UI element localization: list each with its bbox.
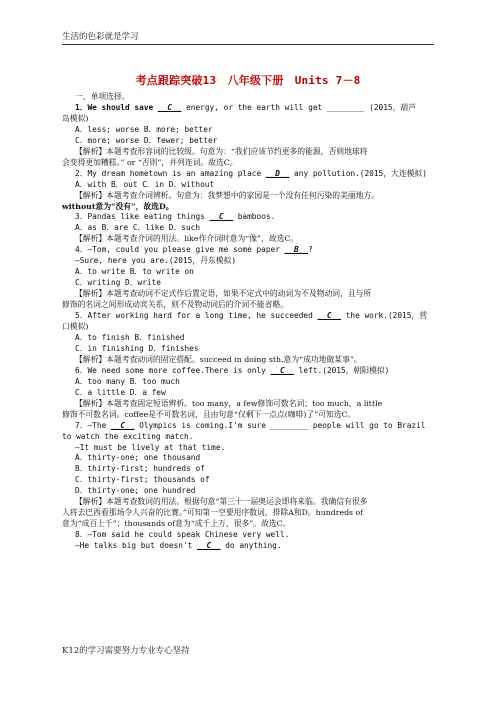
question-1-suffix: energy, or the earth will get ________ (2015，葫芦 — [181, 102, 417, 112]
document-body — [62, 92, 436, 552]
question-6-suffix: left.(2015，朝阳模拟) — [294, 365, 390, 375]
question-7-option-d: D．thirty-one; one hundred — [75, 486, 196, 496]
question-5-options-2: C．in finishing D．finishes — [75, 343, 199, 353]
question-4-stem — [62, 245, 436, 256]
question-2-analysis-1: 【解析】本题考查介词辨析。句意为：我梦想中的家园是一个没有任何污染的美丽地方。 — [75, 190, 380, 200]
question-1-options-1: A．less; worse B．more; better — [75, 124, 213, 134]
question-2-options: A．with B．out C．in D．without — [75, 179, 215, 189]
question-7-analysis-1: 【解析】本题考查数词的用法。根据句意“第三十一届奥运会即将来临。我确信有很多 — [75, 497, 368, 507]
question-2-answer: __D__ — [265, 168, 290, 178]
question-6-options-1: A．too many B．too much — [75, 376, 180, 386]
question-3-options: A．as B．are C．like D．such — [75, 223, 201, 233]
question-5-stem — [62, 311, 436, 322]
question-7-stem-cont: to watch the exciting match. — [62, 431, 194, 441]
question-7-option-b: B．thirty-first; hundreds of — [75, 464, 205, 474]
page-footer: K12的学习需要努力专业专心坚持 — [62, 646, 190, 656]
question-7-prefix: 7．—The — [75, 420, 111, 430]
question-8-reply — [62, 541, 436, 552]
question-5-options-1: A．to finish B．finished — [75, 332, 185, 342]
question-5-prefix: 5．After working hard for a long time, he succeeded — [75, 311, 318, 321]
question-6-answer: __C__ — [270, 365, 295, 375]
question-6-options-2: C．a little D．a few — [75, 387, 166, 397]
question-6-stem — [62, 366, 436, 377]
question-2-stem — [62, 169, 436, 180]
question-6-prefix: 6．We need some more coffee.There is only — [75, 365, 271, 375]
question-3-answer: __C__ — [209, 212, 234, 222]
question-4-options-2: C．writing D．write — [75, 278, 162, 288]
question-5-stem-cont: 口模拟) — [62, 322, 89, 332]
question-1-prefix: 1．We should save — [75, 102, 158, 112]
question-5-suffix: the work.(2015，营 — [341, 311, 428, 321]
question-7-option-c: C．thirty-first; thousands of — [75, 475, 210, 485]
question-4-analysis-1: 【解析】本题考查动词不定式作后置定语，如果不定式中的动词为不及物动词，且与所 — [75, 289, 372, 299]
question-1-answer: __C__ — [157, 102, 182, 112]
question-8-stem: 8．—Tom said he could speak Chinese very well. — [75, 530, 290, 540]
question-6-analysis-2: 修饰不可数名词。coffee是不可数名词，且由句意“仅剩下一点点(咖啡)了”可知选C。 — [62, 409, 356, 419]
question-7-reply: —It must be lively at that time. — [75, 442, 226, 452]
question-7-option-a: A．thirty-one; one thousand — [75, 453, 201, 463]
question-5-analysis: 【解析】本题考查动词的固定搭配。succeed in doing sth.意为“成功地做某事”。 — [75, 354, 362, 364]
question-4-answer: __B__ — [284, 245, 309, 255]
question-3-stem — [62, 212, 436, 223]
question-3-analysis: 【解析】本题考查介词的用法。like作介词时意为“像”，故选C。 — [75, 234, 299, 244]
section-heading: 一、单项选择。 — [75, 92, 130, 101]
question-2-analysis-2: without意为“没有”，故选D。 — [62, 201, 174, 211]
header-rule — [62, 44, 434, 45]
question-7-stem — [62, 421, 436, 432]
question-8-answer: __C__ — [197, 541, 221, 551]
question-3-suffix: bamboos. — [233, 212, 276, 222]
question-6-analysis-1: 【解析】本题考查固定短语辨析。too many，a few修饰可数名词；too much，a little — [75, 398, 383, 408]
question-1-analysis-2: 会变得更加糟糕。” or “否则”，并列连词。故选C。 — [62, 157, 238, 167]
question-2-suffix: any pollution.(2015，大连模拟) — [289, 168, 427, 178]
question-1-stem — [62, 103, 436, 114]
question-8-prefix: —He talks big but doesn't — [75, 541, 198, 551]
question-4-suffix: ? — [308, 245, 313, 255]
question-2-prefix: 2．My dream hometown is an amazing place — [75, 168, 266, 178]
question-5-answer: __C__ — [317, 311, 341, 321]
question-1-analysis-1: 【解析】本题考查形容词的比较级。句意为：“我们应该节约更多的能源，否则地球将 — [75, 146, 368, 156]
question-3-prefix: 3．Pandas like eating things — [75, 212, 210, 222]
question-4-prefix: 4．—Tom, could you please give me some paper — [75, 245, 285, 255]
question-8-suffix: do anything. — [220, 541, 282, 551]
question-4-reply: —Sure, here you are.(2015，丹东模拟) — [75, 256, 237, 266]
question-1-stem-cont: 岛模拟) — [62, 113, 89, 123]
question-7-answer: __C__ — [110, 420, 135, 430]
question-7-analysis-2: 人将去巴西看那场令人兴奋的比赛。”可知第一空要用序数词，排除A和D。hundreds of — [62, 508, 364, 518]
page-header: 生活的色彩就是学习 — [62, 32, 139, 42]
question-4-analysis-2: 修饰的名词之间形成动宾关系，则不及物动词后的介词不能省略。 — [62, 300, 289, 310]
question-7-analysis-3: 意为“成百上千”；thousands of意为“成千上万，很多”。故选C。 — [62, 519, 291, 529]
question-7-suffix: Olympics is coming.I'm sure ________ people will go to Brazil — [134, 420, 426, 430]
question-1-options-2: C．more; worse D．fewer; better — [75, 135, 218, 145]
page-title: 考点跟踪突破13 八年级下册 Units 7－8 — [135, 74, 361, 87]
question-4-options-1: A．to write B．to write on — [75, 267, 194, 277]
